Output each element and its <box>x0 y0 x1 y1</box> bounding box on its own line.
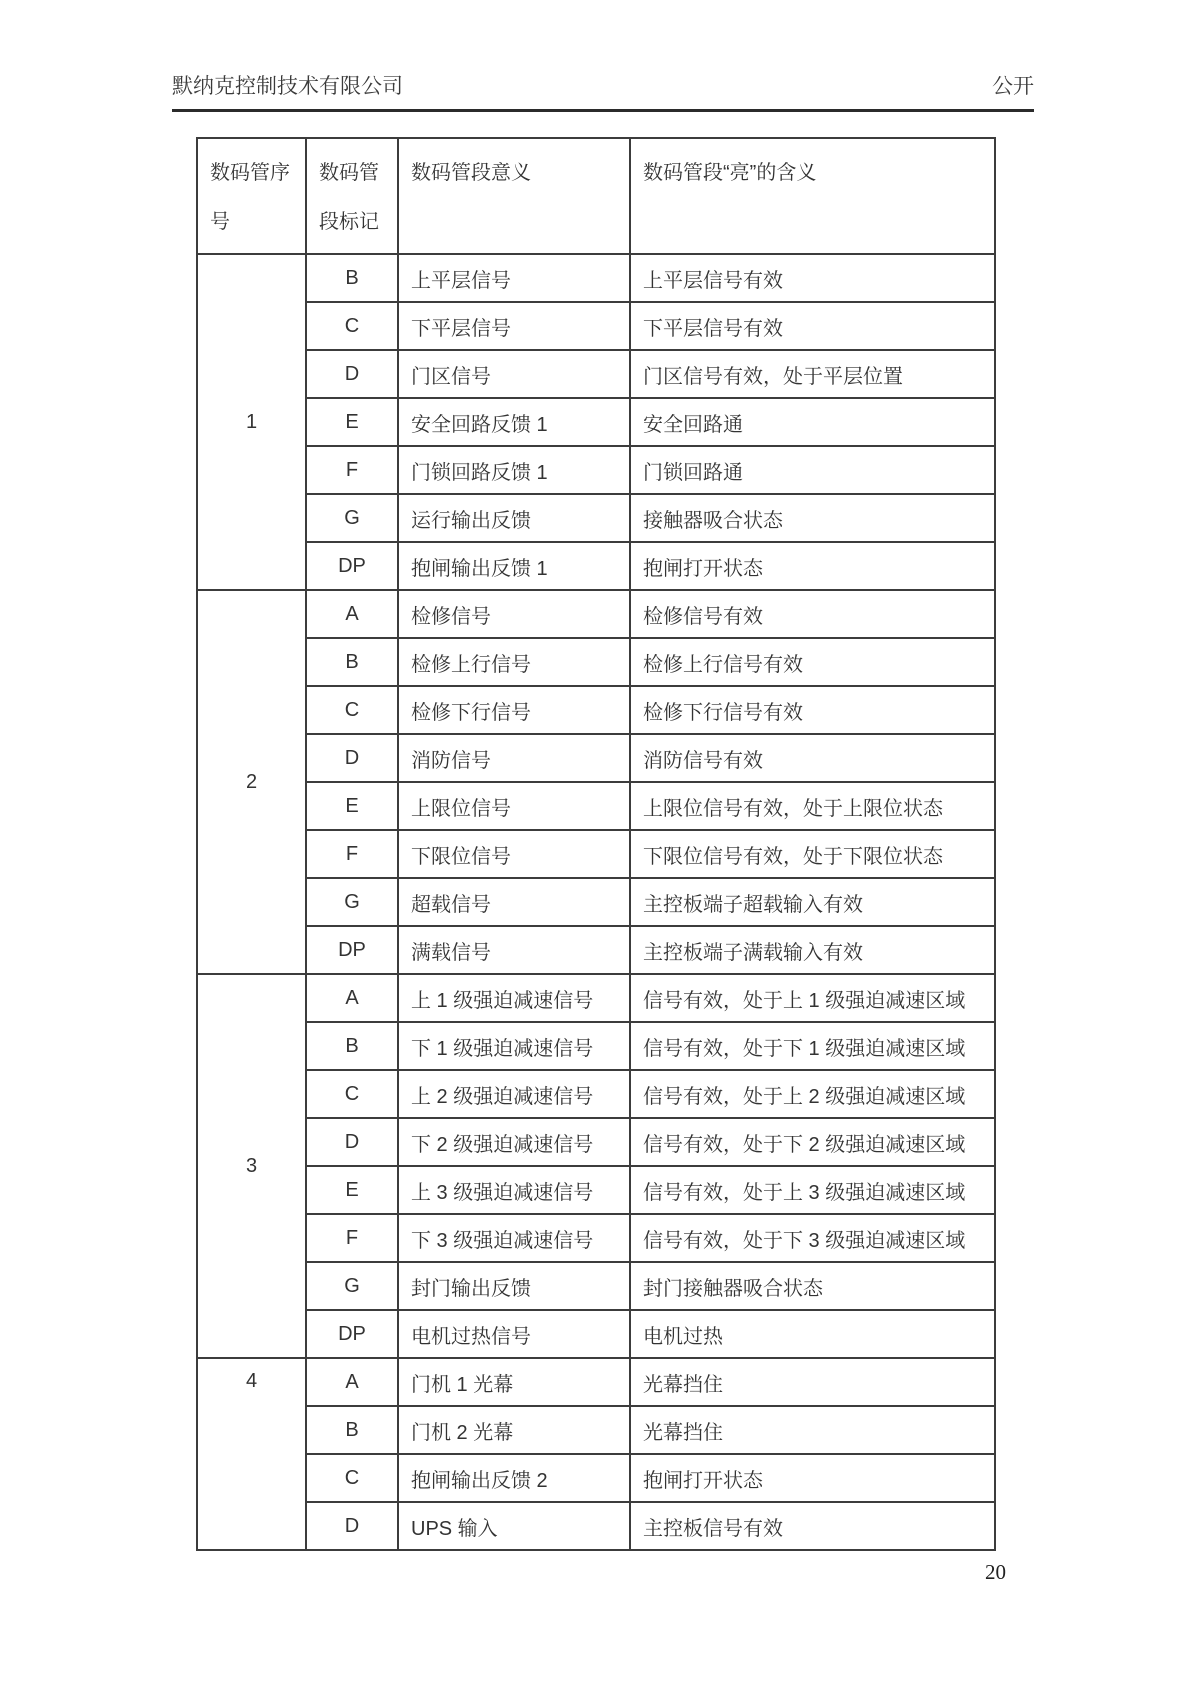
classification-label: 公开 <box>992 74 1034 98</box>
segment-mark-cell: B <box>306 638 398 686</box>
table-row <box>197 446 995 494</box>
segment-mark-cell: D <box>306 350 398 398</box>
segment-mark-cell: G <box>306 1262 398 1310</box>
segment-meaning-cell: 消防信号 <box>398 734 630 782</box>
table-row <box>197 638 995 686</box>
table-row <box>197 1406 995 1454</box>
segment-meaning-cell: 下 3 级强迫减速信号 <box>398 1214 630 1262</box>
lit-meaning-cell: 门区信号有效，处于平层位置 <box>630 350 995 398</box>
lit-meaning-cell: 信号有效，处于下 2 级强迫减速区域 <box>630 1118 995 1166</box>
segment-meaning-cell: 抱闸输出反馈 2 <box>398 1454 630 1502</box>
lit-meaning-cell: 信号有效，处于下 3 级强迫减速区域 <box>630 1214 995 1262</box>
segment-mark-cell: E <box>306 782 398 830</box>
segment-meaning-cell: 检修下行信号 <box>398 686 630 734</box>
lit-meaning-cell: 电机过热 <box>630 1310 995 1358</box>
lit-meaning-cell: 主控板端子超载输入有效 <box>630 878 995 926</box>
segment-meaning-cell: 上 2 级强迫减速信号 <box>398 1070 630 1118</box>
lit-meaning-cell: 门锁回路通 <box>630 446 995 494</box>
segment-meaning-cell: 门机 2 光幕 <box>398 1406 630 1454</box>
table-row <box>197 542 995 590</box>
segment-meaning-cell: 满载信号 <box>398 926 630 974</box>
lit-meaning-cell: 信号有效，处于上 1 级强迫减速区域 <box>630 974 995 1022</box>
lit-meaning-cell: 接触器吸合状态 <box>630 494 995 542</box>
table-row <box>197 494 995 542</box>
segment-meaning-cell: 检修上行信号 <box>398 638 630 686</box>
group-number-cell: 4 <box>197 1358 306 1550</box>
segment-meaning-cell: 超载信号 <box>398 878 630 926</box>
table-row <box>197 974 995 1022</box>
segment-mark-cell: F <box>306 1214 398 1262</box>
segment-meaning-cell: 下 1 级强迫减速信号 <box>398 1022 630 1070</box>
table-row <box>197 1118 995 1166</box>
table-row <box>197 1310 995 1358</box>
segment-mark-cell: G <box>306 494 398 542</box>
lit-meaning-cell: 下平层信号有效 <box>630 302 995 350</box>
lit-meaning-cell: 检修上行信号有效 <box>630 638 995 686</box>
segment-mark-cell: E <box>306 1166 398 1214</box>
company-name: 默纳克控制技术有限公司 <box>172 74 403 98</box>
segment-mark-cell: D <box>306 1118 398 1166</box>
segment-mark-cell: D <box>306 734 398 782</box>
table-row <box>197 302 995 350</box>
table-row <box>197 1262 995 1310</box>
lit-meaning-cell: 检修下行信号有效 <box>630 686 995 734</box>
segment-meaning-cell: 抱闸输出反馈 1 <box>398 542 630 590</box>
segment-meaning-cell: 电机过热信号 <box>398 1310 630 1358</box>
segment-mark-cell: C <box>306 1454 398 1502</box>
segment-meaning-cell: 下限位信号 <box>398 830 630 878</box>
lit-meaning-cell: 封门接触器吸合状态 <box>630 1262 995 1310</box>
lit-meaning-cell: 抱闸打开状态 <box>630 1454 995 1502</box>
group-number-cell: 2 <box>197 590 306 974</box>
segment-meaning-cell: UPS 输入 <box>398 1502 630 1550</box>
table-row <box>197 830 995 878</box>
segment-meaning-cell: 安全回路反馈 1 <box>398 398 630 446</box>
col-header-tube-number: 数码管序号 <box>197 138 306 254</box>
lit-meaning-cell: 安全回路通 <box>630 398 995 446</box>
segment-mark-cell: B <box>306 1022 398 1070</box>
lit-meaning-cell: 光幕挡住 <box>630 1358 995 1406</box>
segment-mark-cell: C <box>306 302 398 350</box>
table-row <box>197 926 995 974</box>
document-header <box>172 70 1034 112</box>
segment-mark-cell: G <box>306 878 398 926</box>
segment-meaning-cell: 下 2 级强迫减速信号 <box>398 1118 630 1166</box>
lit-meaning-cell: 光幕挡住 <box>630 1406 995 1454</box>
lit-meaning-cell: 信号有效，处于上 3 级强迫减速区域 <box>630 1166 995 1214</box>
segment-meaning-cell: 上 3 级强迫减速信号 <box>398 1166 630 1214</box>
table-row <box>197 1454 995 1502</box>
lit-meaning-cell: 上限位信号有效，处于上限位状态 <box>630 782 995 830</box>
table-row <box>197 398 995 446</box>
segment-mark-cell: B <box>306 254 398 302</box>
segment-mark-cell: D <box>306 1502 398 1550</box>
segment-meaning-cell: 门区信号 <box>398 350 630 398</box>
segment-mark-cell: DP <box>306 926 398 974</box>
segment-meaning-cell: 检修信号 <box>398 590 630 638</box>
page-number: 20 <box>985 1560 1006 1584</box>
lit-meaning-cell: 检修信号有效 <box>630 590 995 638</box>
table-row <box>197 350 995 398</box>
segment-mark-cell: A <box>306 974 398 1022</box>
segment-mark-cell: F <box>306 446 398 494</box>
lit-meaning-cell: 下限位信号有效，处于下限位状态 <box>630 830 995 878</box>
segment-mark-cell: E <box>306 398 398 446</box>
table-header-row <box>197 138 995 254</box>
table-row <box>197 1022 995 1070</box>
segment-mark-cell: A <box>306 1358 398 1406</box>
lit-meaning-cell: 抱闸打开状态 <box>630 542 995 590</box>
segment-table <box>196 137 996 1551</box>
segment-mark-cell: B <box>306 1406 398 1454</box>
lit-meaning-cell: 主控板端子满载输入有效 <box>630 926 995 974</box>
lit-meaning-cell: 消防信号有效 <box>630 734 995 782</box>
table-row <box>197 782 995 830</box>
segment-meaning-cell: 门锁回路反馈 1 <box>398 446 630 494</box>
segment-meaning-cell: 上限位信号 <box>398 782 630 830</box>
segment-meaning-cell: 下平层信号 <box>398 302 630 350</box>
lit-meaning-cell: 上平层信号有效 <box>630 254 995 302</box>
table-row <box>197 686 995 734</box>
segment-meaning-cell: 上平层信号 <box>398 254 630 302</box>
table-row <box>197 254 995 302</box>
segment-mark-cell: C <box>306 686 398 734</box>
segment-meaning-cell: 门机 1 光幕 <box>398 1358 630 1406</box>
table-row <box>197 1358 995 1406</box>
lit-meaning-cell: 主控板信号有效 <box>630 1502 995 1550</box>
segment-mark-cell: DP <box>306 1310 398 1358</box>
lit-meaning-cell: 信号有效，处于上 2 级强迫减速区域 <box>630 1070 995 1118</box>
segment-mark-cell: F <box>306 830 398 878</box>
col-header-lit-meaning: 数码管段“亮”的含义 <box>630 138 995 254</box>
segment-mark-cell: C <box>306 1070 398 1118</box>
segment-mark-cell: DP <box>306 542 398 590</box>
col-header-segment-mark: 数码管段标记 <box>306 138 398 254</box>
segment-mark-cell: A <box>306 590 398 638</box>
segment-meaning-cell: 封门输出反馈 <box>398 1262 630 1310</box>
segment-meaning-cell: 运行输出反馈 <box>398 494 630 542</box>
table-row <box>197 1214 995 1262</box>
table-row <box>197 1070 995 1118</box>
table-row <box>197 1166 995 1214</box>
col-header-segment-meaning: 数码管段意义 <box>398 138 630 254</box>
group-number-cell: 1 <box>197 254 306 590</box>
table-row <box>197 1502 995 1550</box>
table-row <box>197 878 995 926</box>
group-number-cell: 3 <box>197 974 306 1358</box>
table-row <box>197 734 995 782</box>
segment-meaning-cell: 上 1 级强迫减速信号 <box>398 974 630 1022</box>
lit-meaning-cell: 信号有效，处于下 1 级强迫减速区域 <box>630 1022 995 1070</box>
table-row <box>197 590 995 638</box>
